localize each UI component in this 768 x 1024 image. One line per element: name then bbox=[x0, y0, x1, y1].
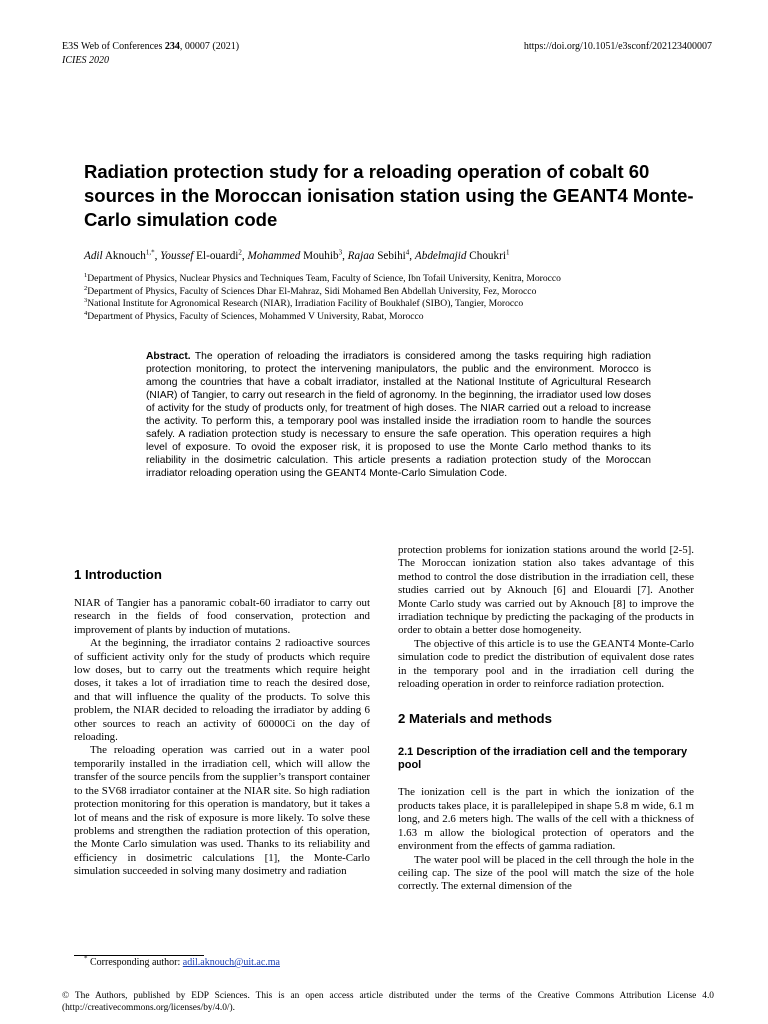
section-heading-materials-methods: 2 Materials and methods bbox=[398, 711, 552, 727]
paragraph: protection problems for ionization stations around the world [2-5]. The Moroccan ionization station also takes advantage of this method to control the dose distribution in the irradiation cell, these studies carried out by Aknouch [6] and Elouardi [7]. Another Monte Carlo study was carried out by Aknouch [8] to improve the irradiation technique by predicting the packaging of the products in order to obtain a better dose homogeneity. bbox=[398, 544, 694, 637]
doi-link[interactable]: https://doi.org/10.1051/e3sconf/202123400007 bbox=[523, 41, 712, 52]
right-column bbox=[398, 544, 694, 894]
author-4: Rajaa Sebihi$^4$ bbox=[347, 248, 410, 262]
license-notice: © The Authors, published by EDP Sciences. This is an open access article distributed under the terms of the Creative Commons Attribution License 4.0 (http://creativecommons.org/licenses/by/4.0/). bbox=[62, 991, 714, 1014]
section-heading-introduction: 1 Introduction bbox=[74, 567, 162, 582]
abstract-text: The operation of reloading the irradiators is considered among the tasks requiring high radiation protection monitoring, to protect the intervening manipulators, the public and the environment. Morocco is among the countries that have a cobalt irradiator, installed at the National Institute of Agricultural Research (NIAR) of Tangier, to carry out research in the field of agronomy. In the beginning, the irradiator used low doses of activity for the study of products only, for treatment of high doses. The NIAR carried out a reload to increase the activity. To perform this, a temporary pool was installed inside the irradiation room to handle the sources safely. A radiation protection study is necessary to ensure the safe operation. This operation requires a high level of exposure. To ovoid the exposer risk, it is proposed to use the Monte Carlo method thanks to its reliability in the dosimetric calculation. This article presents a radiation protection study of the Moroccan irradiator reloading operation using the GEANT4 Monte-Carlo Simulation Code. bbox=[146, 351, 651, 480]
affiliation-list bbox=[84, 273, 724, 323]
paper-title: Radiation protection study for a reloading operation of cobalt 60 sources in the Moroccan ionisation station using the GEANT4 Monte-Carlo simulation code bbox=[84, 161, 694, 230]
paragraph: At the beginning, the irradiator contains 2 radioactive sources of sufficient activity only for the study of products which require low doses, but to carry out the treatments which require height doses, it takes a lot of irradiation time to reach the desired dose, and that will influence the quality of the products. To solve this problem, the NIAR decided to reloading the irradiator by adding 6 other sources to reach an activity of 60000Ci on the day of reloading. bbox=[74, 637, 370, 744]
paragraph: The objective of this article is to use the GEANT4 Monte-Carlo simulation code to predict the distribution of equivalent dose rates in the temporary pool and in the irradiation cell during the reloading operation in order to reinforce radiation protection. bbox=[398, 637, 694, 691]
author-list: Adil Aknouch$^{1,*}$, Youssef El-ouardi$^2$, Mohammed Mouhib$^3$, Rajaa Sebihi$^4$, Abdelmajid Choukri$^1$ bbox=[84, 248, 510, 262]
abstract-label: Abstract. bbox=[146, 351, 191, 362]
affiliation: $^2$Department of Physics, Faculty of Sciences Dhar El-Mahraz, Sidi Mohamed Ben Abdellah University, Fez, Morocco bbox=[84, 284, 537, 297]
affiliation: $^4$Department of Physics, Faculty of Sciences, Mohammed V University, Rabat, Morocco bbox=[84, 309, 424, 322]
author-1: Adil Aknouch$^{1,*}$ bbox=[84, 248, 155, 262]
corresponding-author-footnote: * Corresponding author: adil.aknouch@uit.ac.ma bbox=[84, 954, 280, 968]
journal-citation: E3S Web of Conferences 234, 00007 (2021) bbox=[62, 41, 240, 52]
affiliation: $^3$National Institute for Agronomical Research (NIAR), Irradiation Facility of Boukhalef (SIBO), Tangier, Morocco bbox=[84, 297, 524, 310]
conference-name: ICIES 2020 bbox=[62, 55, 109, 66]
author-2: Youssef El-ouardi$^2$ bbox=[160, 248, 242, 262]
paragraph: The ionization cell is the part in which the ionization of the products takes place, it is parallelepiped in shape 5.8 m wide, 6.1 m long, and 2.6 meters high. The walls of the cell with a thickness of 1.63 m allow the biological protection of operators and the environment from the effects of gamma radiation. bbox=[398, 786, 694, 853]
author-5: Abdelmajid Choukri$^1$ bbox=[414, 248, 510, 262]
affiliation: $^1$Department of Physics, Nuclear Physics and Techniques Team, Faculty of Science, Ibn Tofail University, Kenitra, Morocco bbox=[84, 271, 561, 284]
running-header bbox=[62, 40, 239, 68]
paragraph: The reloading operation was carried out in a water pool temporarily installed in the irradiation cell, which will allow the transfer of the source pencils from the supplier’s transport container to the SV68 irradiator container at the NIAR site. So high radiation protection monitoring for this operation is mandatory, but it takes a lot of means and the risk of exposure is more likely. To solve these problems and strengthen the radiation protection of this operation, the Monte Carlo simulation was used. Thanks to its reliability and efficiency in dosimetric calculations [1], the Monte-Carlo simulation succeeded in solving many dosimetry and radiation bbox=[74, 744, 370, 878]
left-column bbox=[74, 544, 370, 879]
author-3: Mohammed Mouhib$^3$ bbox=[247, 248, 343, 262]
author-email-link[interactable]: adil.aknouch@uit.ac.ma bbox=[182, 957, 280, 968]
paragraph: NIAR of Tangier has a panoramic cobalt-60 irradiator to carry out research in the fields of food conservation, protection and improvement of plants by induction of mutations. bbox=[74, 597, 370, 636]
paragraph: The water pool will be placed in the cell through the hole in the ceiling cap. The size of the pool will match the size of the hole correctly. The external dimension of the bbox=[398, 853, 694, 893]
abstract bbox=[146, 350, 651, 480]
subsection-heading: 2.1 Description of the irradiation cell and the temporary pool bbox=[398, 746, 688, 772]
